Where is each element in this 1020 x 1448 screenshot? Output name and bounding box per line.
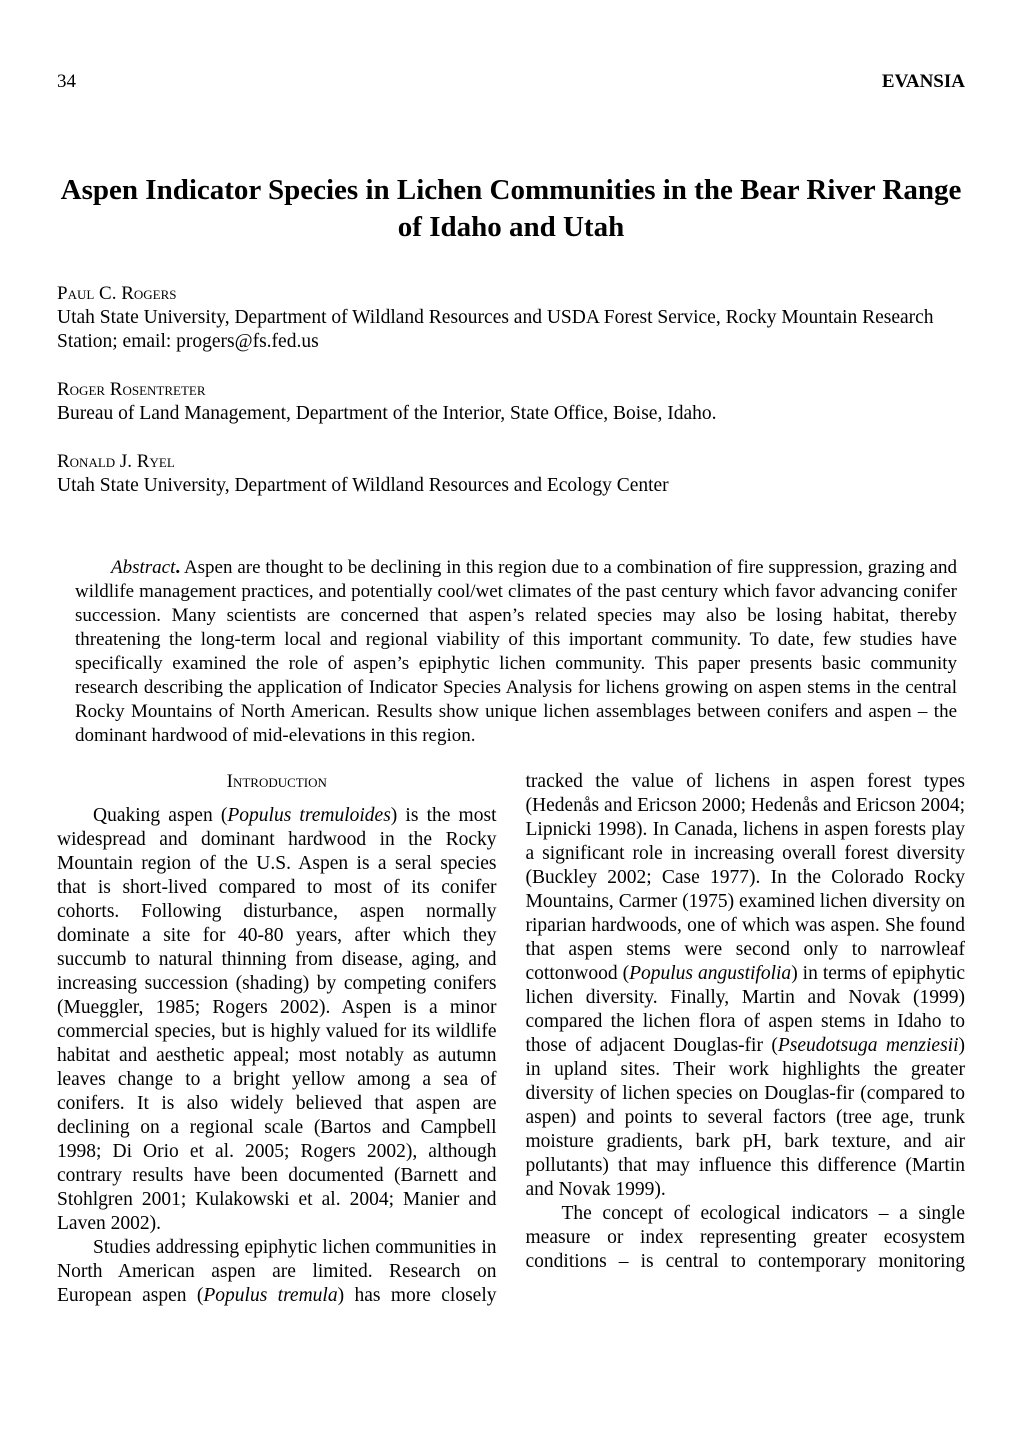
article-title: Aspen Indicator Species in Lichen Communities in the Bear River Range of Idaho and Utah <box>60 174 962 243</box>
paragraph: Quaking aspen (Populus tremuloides) is the most widespread and dominant hardwood in the Rocky Mountain region of the U.S. Aspen is a seral species that is short-lived compared to most of its conifer cohorts. Following disturbance, aspen normally dominate a site for 40-80 years, after which they succumb to natural thinning from disease, aging, and increasing succession (shading) by competing conifers (Mueggler, 1985; Rogers 2002). Aspen is a minor commercial species, but is highly valued for its wildlife habitat and aesthetic appeal; most notably as autumn leaves change to a bright yellow among a sea of conifers. It is also widely believed that aspen are declining on a regional scale (Bartos and Campbell 1998; Di Orio et al. 2005; Rogers 2002), although contrary results have been documented (Barnett and Stohlgren 2001; Kulakowski et al. 2004; Manier and Laven 2002). <box>57 805 497 1234</box>
author-affiliation: Utah State University, Department of Wildland Resources and USDA Forest Service, Rocky Mountain Research Station; email: progers@fs.fed.us <box>57 307 934 352</box>
section-heading-introduction: Introduction <box>226 771 327 792</box>
paragraph: The concept of ecological indicators – a single measure or index representing greater ecosystem conditions – is central to contemporary monitoring <box>525 1203 965 1272</box>
author-entry <box>57 378 965 426</box>
column-left <box>57 770 497 1308</box>
author-name: Roger Rosentreter <box>57 379 206 400</box>
abstract: Abstract. Aspen are thought to be declining in this region due to a combination of fire suppression, grazing and wildlife management practices, and potentially cool/wet climates of the past century which favor advancing conifer succession. Many scientists are concerned that aspen’s related species may also be losing habitat, thereby threatening the long-term local and regional viability of this important community. To date, few studies have specifically examined the role of aspen’s epiphytic lichen community. This paper presents basic community research describing the application of Indicator Species Analysis for lichens growing on aspen stems in the central Rocky Mountains of North American. Results show unique lichen assemblages between conifers and aspen – the dominant hardwood of mid-elevations in this region. <box>75 557 957 746</box>
author-entry <box>57 282 965 354</box>
author-affiliation: Bureau of Land Management, Department of the Interior, State Office, Boise, Idaho. <box>57 403 717 424</box>
author-name: Ronald J. Ryel <box>57 451 175 472</box>
author-name: Paul C. Rogers <box>57 283 177 304</box>
column-right <box>526 770 966 1308</box>
page-number: 34 <box>57 71 76 92</box>
paragraph: tracked the value of lichens in aspen forest types (Hedenås and Ericson 2000; Hedenås and Ericson 2004; Lipnicki 1998). In Canada, lichens in aspen forests play a significant role in increasing overall forest diversity (Buckley 2002; Case 1977). In the Colorado Rocky Mountains, Carmer (1975) examined lichen diversity on riparian hardwoods, one of which was aspen. She found that aspen stems were second only to narrowleaf cottonwood (Populus angustifolia) in terms of epiphytic lichen diversity. Finally, Martin and Novak (1999) compared the lichen flora of aspen stems in Idaho to those of adjacent Douglas-fir (Pseudotsuga menziesii) in upland sites. Their work highlights the greater diversity of lichen species on Douglas-fir (compared to aspen) and points to several factors (tree age, trunk moisture gradients, bark pH, bark texture, and air pollutants) that may influence this difference (Martin and Novak 1999). <box>525 771 965 1200</box>
paragraph: Studies addressing epiphytic lichen communities in North American aspen are limited. Research on European aspen (Populus tremula) has more closely <box>57 1237 497 1306</box>
introduction-section <box>57 770 965 1308</box>
journal-name: EVANSIA <box>881 71 965 92</box>
running-head <box>57 70 965 94</box>
author-block <box>57 282 965 498</box>
author-affiliation: Utah State University, Department of Wildland Resources and Ecology Center <box>57 475 669 496</box>
author-entry <box>57 450 965 498</box>
